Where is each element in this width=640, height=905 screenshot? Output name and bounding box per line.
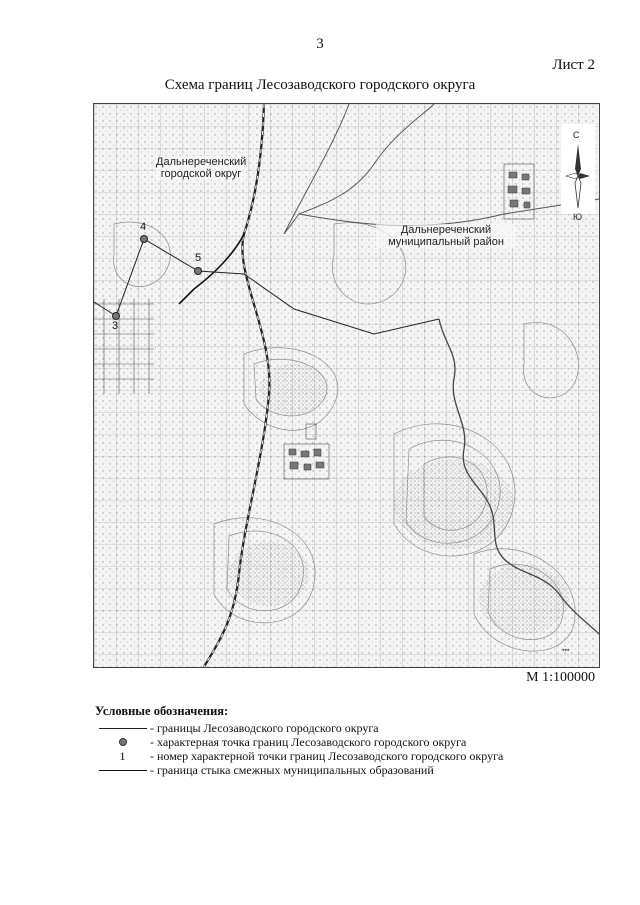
point-number: 4 — [140, 221, 147, 233]
point-number: 3 — [112, 320, 119, 332]
legend-text: - номер характерной точки границ Лесозаводского городского округа — [150, 748, 504, 763]
boundary-point[interactable] — [195, 268, 202, 275]
map-frame[interactable] — [93, 103, 600, 668]
compass-rose — [561, 124, 595, 222]
map-canvas — [94, 104, 599, 667]
map-corner-mark: ▪▪▪ — [562, 647, 570, 654]
legend-item — [95, 763, 595, 777]
legend-text: - граница стыка смежных муниципальных образований — [150, 762, 434, 777]
legend-title: Условные обозначения: — [95, 704, 229, 718]
boundary-point[interactable] — [141, 236, 148, 243]
page-number: 3 — [316, 36, 324, 52]
sheet-label: Лист 2 — [552, 57, 595, 73]
label-dalnerechensk-city: Дальнереченский городской округ — [156, 156, 247, 180]
legend-item — [95, 735, 595, 749]
boundary-point[interactable] — [113, 313, 120, 320]
point-number: 5 — [195, 252, 202, 264]
legend-item — [95, 721, 595, 735]
compass-north: С — [573, 130, 580, 140]
map-title: Схема границ Лесозаводского городского округа — [164, 77, 476, 93]
compass-south: Ю — [573, 212, 583, 222]
legend — [95, 704, 595, 777]
legend-symbol-dot — [95, 738, 150, 746]
legend-item — [95, 749, 595, 763]
map-scale: М 1:100000 — [526, 670, 595, 685]
legend-symbol-thick-line — [95, 770, 150, 771]
legend-text: - границы Лесозаводского городского округа — [150, 720, 379, 735]
legend-text: - характерная точка границ Лесозаводского городского округа — [150, 734, 467, 749]
legend-symbol-thin-line — [95, 728, 150, 729]
legend-symbol-number: 1 — [119, 748, 126, 763]
label-dalnerechensk-district: Дальнереченский муниципальный район — [376, 224, 516, 248]
compass-icon — [561, 124, 595, 222]
